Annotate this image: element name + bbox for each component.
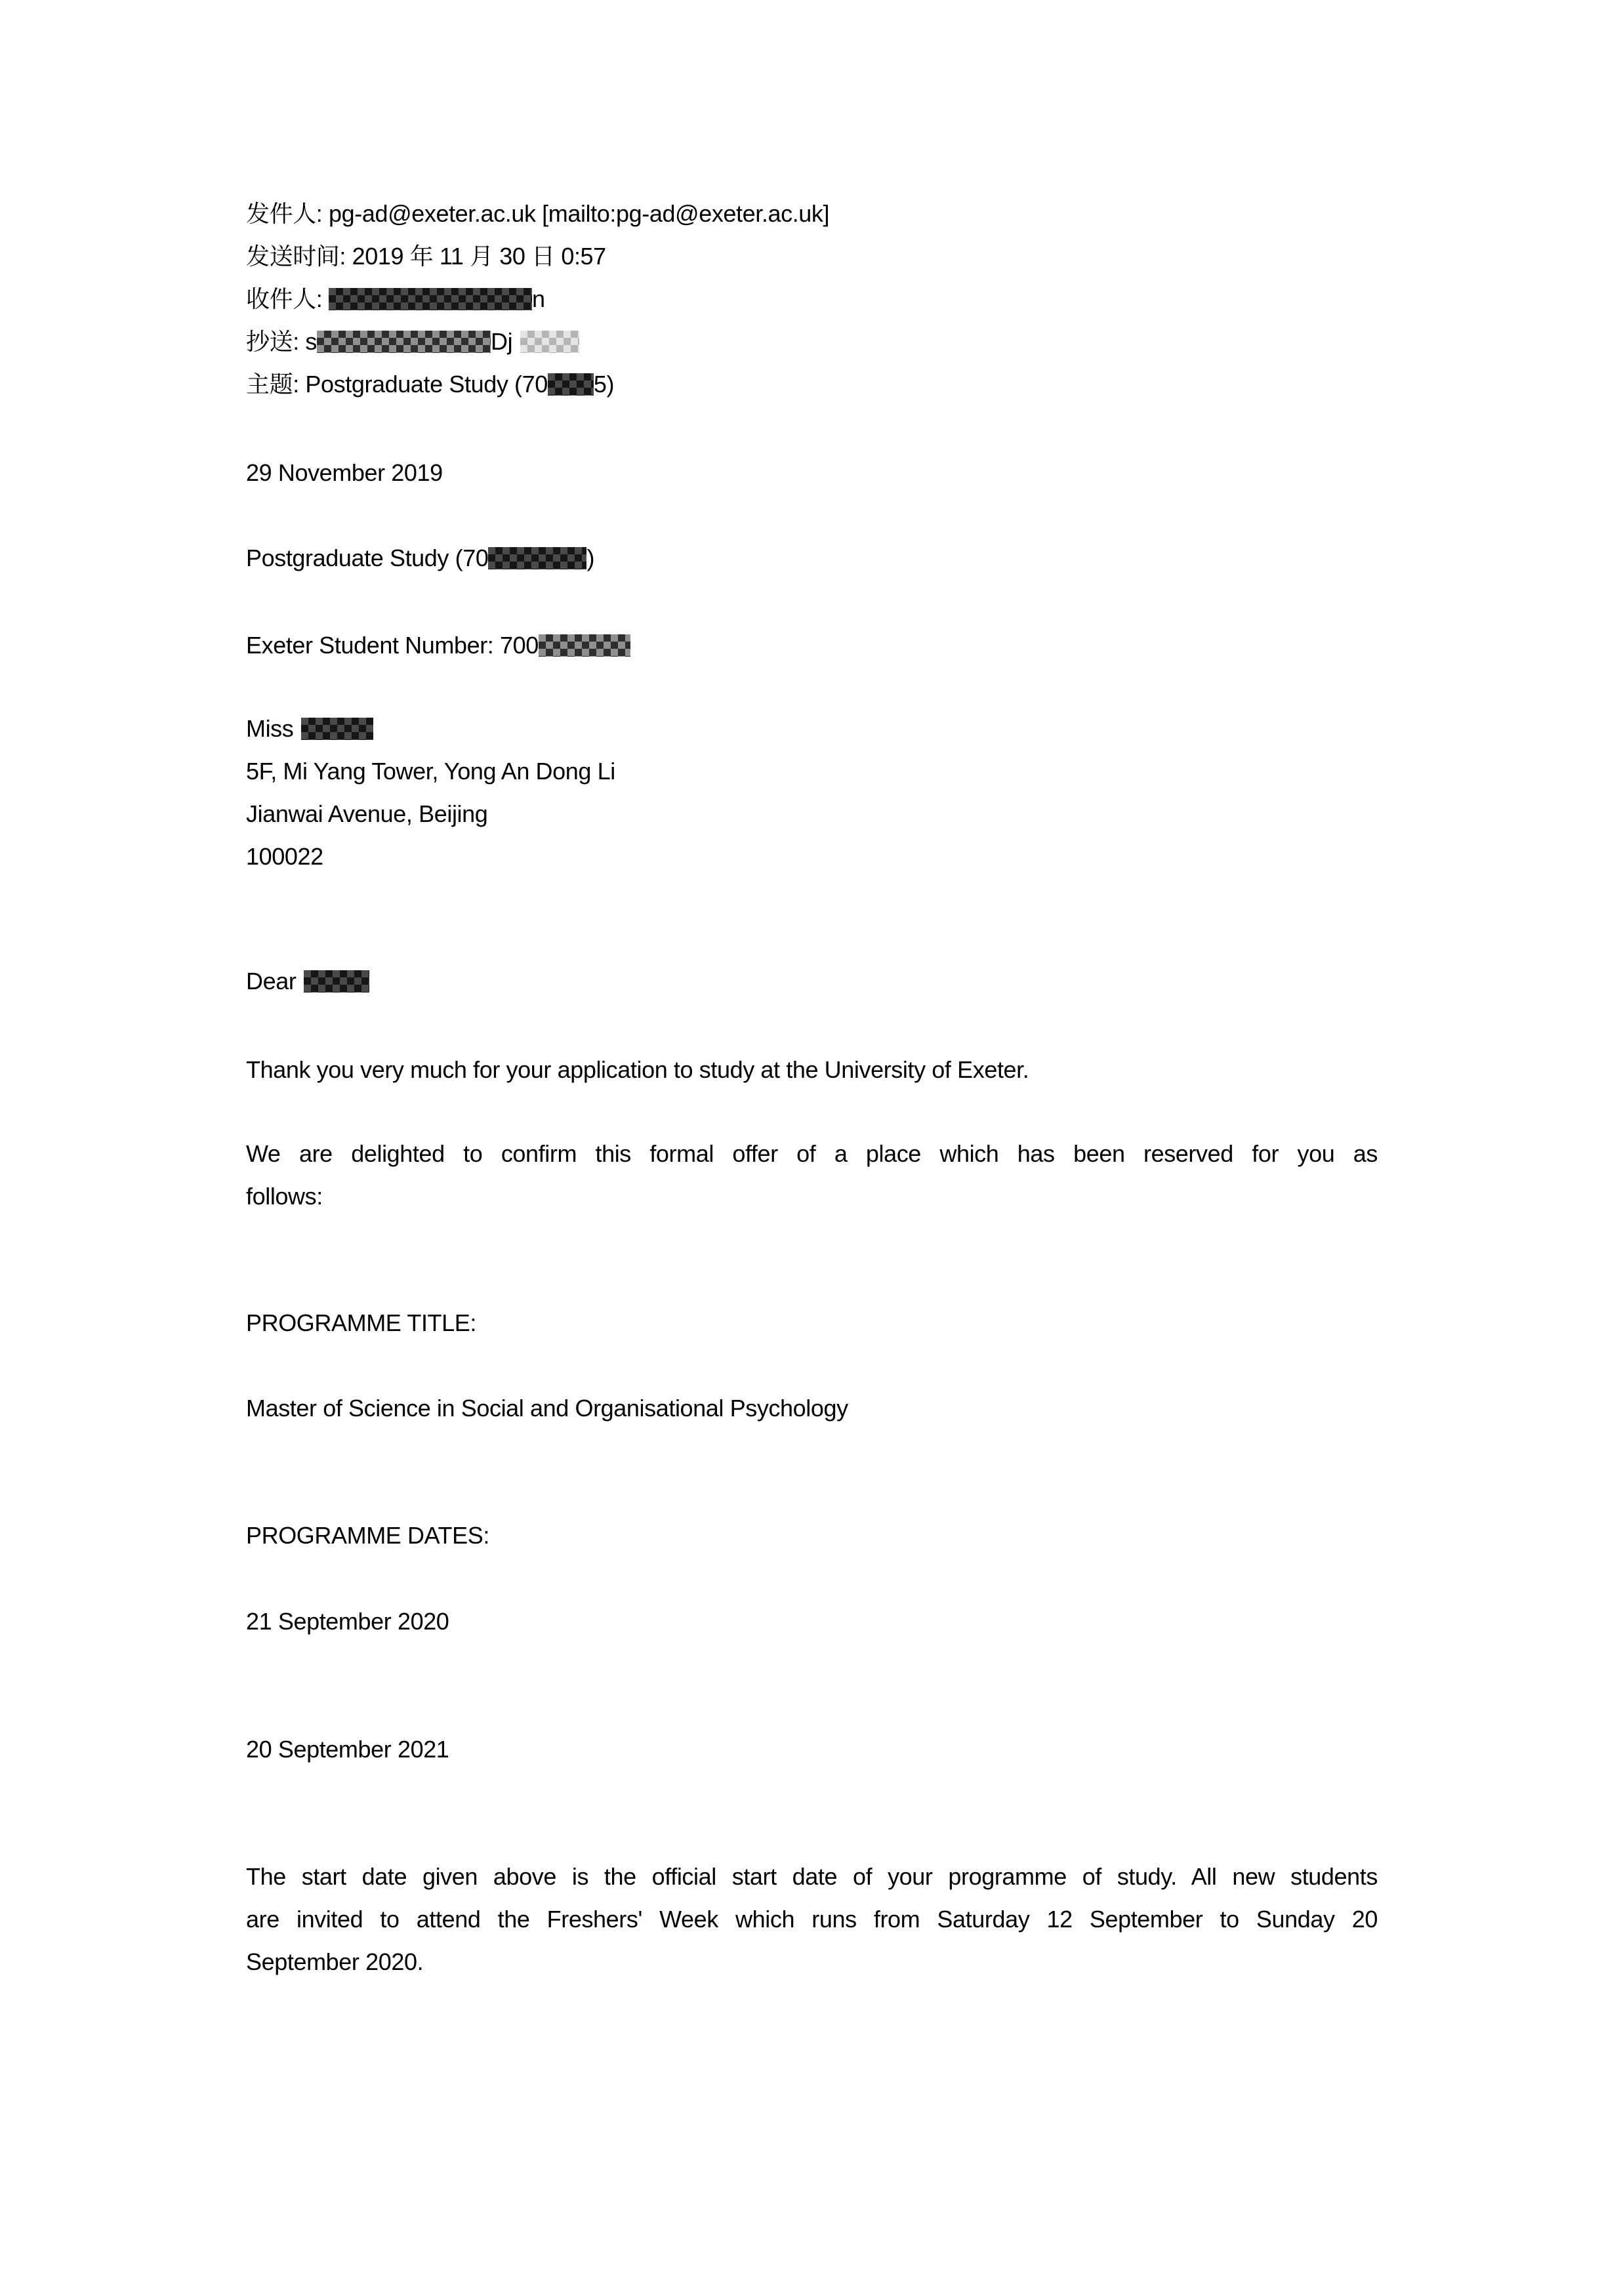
- cc-redaction-block-2: [520, 331, 579, 353]
- study-reference-line: [246, 537, 1378, 579]
- recipient-name-redaction: [301, 718, 373, 740]
- letter-date: 29 November 2019: [246, 459, 443, 486]
- paragraph-start-line1: The start date given above is the official start date of your programme of study. All new students: [246, 1863, 1378, 1890]
- cc-redaction-block: [317, 331, 491, 353]
- study-reference-redaction: [488, 547, 586, 569]
- cc-visible-prefix: s: [305, 328, 318, 355]
- from-address: pg-ad@exeter.ac.uk [mailto:pg-ad@exeter.ac.uk]: [329, 200, 830, 227]
- student-number-line: [246, 624, 1378, 666]
- address-line-2: 5F, Mi Yang Tower, Yong An Dong Li: [246, 758, 615, 785]
- student-number-redaction: [539, 634, 630, 657]
- programme-title-value: Master of Science in Social and Organisational Psychology: [246, 1395, 848, 1422]
- sent-datetime: 2019 年 11 月 30 日 0:57: [352, 243, 606, 270]
- to-redaction-block: [329, 288, 532, 310]
- programme-start-date: 21 September 2020: [246, 1608, 449, 1635]
- email-cc-line: [246, 320, 1378, 363]
- salutation-line: [246, 960, 1378, 1002]
- cc-label: 抄送:: [246, 328, 306, 355]
- address-line-4: 100022: [246, 843, 323, 870]
- salutation-name-redaction: [304, 970, 369, 993]
- subject-label: 主题:: [246, 371, 306, 398]
- to-label: 收件人:: [246, 285, 329, 312]
- paragraph-offer-line2: follows:: [246, 1183, 323, 1210]
- paragraph-start-date: [246, 1855, 1378, 1983]
- study-reference-prefix: Postgraduate Study (70: [246, 544, 489, 571]
- paragraph-start-line3: September 2020.: [246, 1948, 424, 1975]
- subject-redaction-block: [548, 373, 594, 396]
- cc-visible-mid: Dj: [491, 328, 513, 355]
- email-header: [246, 192, 1378, 405]
- paragraph-start-line2: are invited to attend the Freshers' Week which runs from Saturday 12 September to Sunday 20: [246, 1906, 1378, 1933]
- paragraph-offer: [246, 1132, 1378, 1218]
- address-line-3: Jianwai Avenue, Beijing: [246, 800, 488, 827]
- subject-suffix: 5): [593, 371, 615, 398]
- address-block: [246, 707, 1378, 878]
- email-from-line: [246, 192, 1378, 235]
- email-sent-line: [246, 235, 1378, 277]
- address-name-line: [246, 707, 1378, 750]
- email-subject-line: [246, 363, 1378, 405]
- recipient-title: Miss: [246, 715, 294, 742]
- salutation-prefix: Dear: [246, 968, 297, 994]
- student-number-prefix: Exeter Student Number: 700: [246, 632, 539, 659]
- programme-title-label: PROGRAMME TITLE:: [246, 1309, 476, 1336]
- from-label: 发件人:: [246, 200, 329, 227]
- sent-label: 发送时间:: [246, 243, 352, 270]
- paragraph-thanks: Thank you very much for your application to study at the University of Exeter.: [246, 1056, 1029, 1083]
- subject-prefix: Postgraduate Study (70: [305, 371, 548, 398]
- paragraph-offer-line1: We are delighted to confirm this formal offer of a place which has been reserved for you as: [246, 1140, 1378, 1167]
- programme-end-date: 20 September 2021: [246, 1736, 449, 1763]
- to-visible-suffix: n: [532, 285, 545, 312]
- programme-dates-label: PROGRAMME DATES:: [246, 1522, 489, 1549]
- email-to-line: [246, 277, 1378, 320]
- study-reference-suffix: ): [586, 544, 595, 571]
